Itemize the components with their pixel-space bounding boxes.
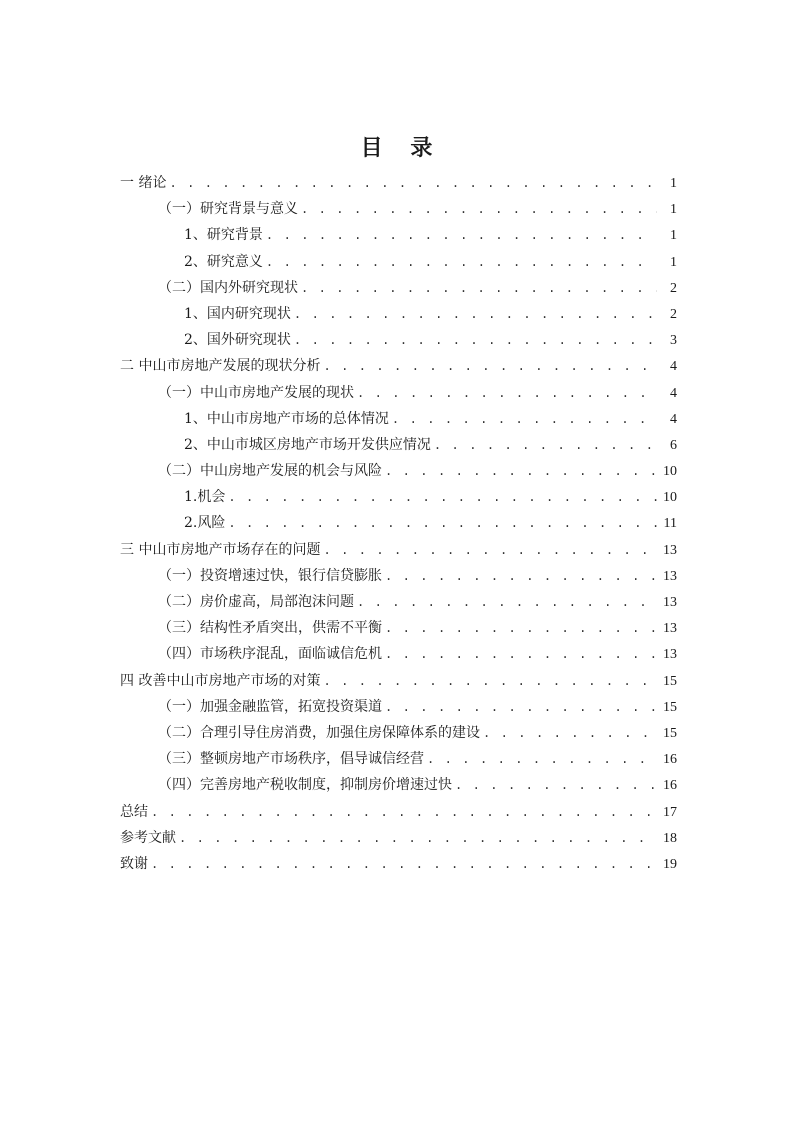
- toc-dot-leader: [385, 458, 657, 484]
- toc-entry-label: 1、研究背景: [184, 227, 263, 244]
- toc-dot-leader: [323, 668, 657, 694]
- toc-page-number: 17: [663, 804, 677, 820]
- toc-dot-leader: [151, 799, 657, 825]
- toc-entry-label: （二）房价虚高，局部泡沫问题: [158, 594, 354, 610]
- toc-page-number: 10: [663, 464, 677, 480]
- toc-dot-leader: [228, 484, 657, 510]
- toc-entry-label: 1、国内研究现状: [184, 305, 291, 322]
- toc-page-number: 13: [663, 568, 677, 584]
- toc-entry[interactable]: [120, 694, 677, 720]
- toc-entry-label: 2、中山市城区房地产市场开发供应情况: [184, 436, 431, 453]
- toc-page-number: 6: [670, 437, 677, 453]
- toc-entry[interactable]: [120, 589, 677, 615]
- toc-entry-label: 1.机会: [184, 489, 226, 506]
- toc-entry[interactable]: [120, 170, 677, 196]
- toc-dot-leader: [294, 301, 657, 327]
- toc-entry-label: （一）加强金融监管，拓宽投资渠道: [158, 698, 382, 715]
- toc-dot-leader: [294, 327, 657, 353]
- toc-entry-label: （二）国内外研究现状: [158, 279, 298, 296]
- toc-page-number: 18: [663, 830, 677, 846]
- toc-entry-label: （三）结构性矛盾突出，供需不平衡: [158, 620, 382, 637]
- toc-entry-label: 一 绪论: [120, 175, 167, 191]
- toc-entry-label: （一）研究背景与意义: [158, 201, 298, 218]
- toc-page-number: 1: [670, 202, 677, 218]
- toc-entry-label: 2、国外研究现状: [184, 332, 291, 349]
- toc-page-number: 13: [663, 647, 677, 663]
- toc-entry-label: （二）合理引导住房消费，加强住房保障体系的建设: [158, 724, 480, 741]
- toc-entry[interactable]: [120, 825, 677, 851]
- toc-page-number: 1: [670, 254, 677, 270]
- toc-entry[interactable]: [120, 196, 677, 222]
- toc-entry-label: 致谢: [120, 855, 148, 872]
- toc-page-number: 19: [663, 856, 677, 872]
- toc-dot-leader: [357, 380, 657, 406]
- toc-entry[interactable]: [120, 484, 677, 510]
- toc-dot-leader: [301, 196, 657, 222]
- toc-entry[interactable]: [120, 772, 677, 798]
- toc-entry[interactable]: [120, 222, 677, 248]
- toc-dot-leader: [392, 406, 657, 432]
- toc-entry[interactable]: [120, 668, 677, 694]
- toc-page-number: 4: [670, 411, 677, 427]
- toc-entry[interactable]: [120, 510, 677, 536]
- toc-dot-leader: [434, 432, 657, 458]
- toc-page-number: 15: [663, 725, 677, 741]
- toc-entry[interactable]: [120, 458, 677, 484]
- toc-dot-leader: [266, 249, 657, 275]
- toc-entry-label: 1、中山市房地产市场的总体情况: [184, 410, 389, 427]
- toc-entry-label: （一）投资增速过快，银行信贷膨胀: [158, 567, 382, 584]
- toc-page-number: 4: [670, 359, 677, 375]
- table-of-contents: [120, 170, 677, 877]
- toc-entry-label: （二）中山房地产发展的机会与风险: [158, 463, 382, 480]
- toc-entry-label: 二 中山市房地产发展的现状分析: [120, 358, 321, 375]
- toc-dot-leader: [151, 851, 657, 877]
- toc-dot-leader: [483, 720, 657, 746]
- toc-dot-leader: [323, 353, 657, 379]
- toc-entry[interactable]: [120, 720, 677, 746]
- toc-entry[interactable]: [120, 406, 677, 432]
- toc-page-number: 13: [663, 621, 677, 637]
- toc-entry[interactable]: [120, 799, 677, 825]
- toc-page-number: 16: [663, 752, 677, 768]
- toc-entry[interactable]: [120, 301, 677, 327]
- toc-dot-leader: [427, 746, 657, 772]
- toc-dot-leader: [301, 275, 657, 301]
- toc-page-number: 1: [670, 176, 677, 191]
- toc-entry-label: （四）完善房地产税收制度，抑制房价增速过快: [158, 777, 452, 794]
- toc-entry-label: 四 改善中山市房地产市场的对策: [120, 672, 321, 689]
- toc-title: 目 录: [360, 136, 443, 161]
- toc-dot-leader: [385, 641, 657, 667]
- toc-dot-leader: [179, 825, 657, 851]
- toc-page-number: 2: [670, 280, 677, 296]
- toc-entry[interactable]: [120, 746, 677, 772]
- toc-page-number: 4: [670, 385, 677, 401]
- toc-dot-leader: [385, 563, 657, 589]
- toc-page-number: 1: [670, 228, 677, 244]
- toc-entry-label: 总结: [120, 803, 148, 820]
- toc-entry[interactable]: [120, 615, 677, 641]
- toc-entry[interactable]: [120, 327, 677, 353]
- toc-page-number: 2: [670, 306, 677, 322]
- toc-dot-leader: [357, 589, 657, 615]
- toc-entry[interactable]: [120, 249, 677, 275]
- toc-dot-leader: [455, 772, 657, 798]
- toc-entry[interactable]: [120, 641, 677, 667]
- toc-dot-leader: [228, 510, 657, 536]
- toc-page-number: 13: [663, 542, 677, 558]
- toc-entry-label: 2、研究意义: [184, 253, 263, 270]
- toc-entry[interactable]: [120, 432, 677, 458]
- toc-entry-label: 参考文献: [120, 829, 176, 846]
- toc-dot-leader: [266, 222, 657, 248]
- toc-entry[interactable]: [120, 563, 677, 589]
- toc-page-number: 16: [663, 778, 677, 794]
- toc-page-number: 3: [670, 333, 677, 349]
- toc-page-number: 15: [663, 673, 677, 689]
- toc-entry[interactable]: [120, 380, 677, 406]
- toc-dot-leader: [385, 615, 657, 641]
- toc-entry-label: 三 中山市房地产市场存在的问题: [120, 541, 321, 558]
- toc-dot-leader: [323, 537, 657, 563]
- toc-dot-leader: [385, 694, 657, 720]
- toc-entry-label: （三）整顿房地产市场秩序，倡导诚信经营: [158, 751, 424, 768]
- toc-page-number: 13: [663, 595, 677, 610]
- toc-entry[interactable]: [120, 851, 677, 877]
- toc-page-number: 15: [663, 699, 677, 715]
- toc-entry[interactable]: [120, 275, 677, 301]
- toc-entry-label: （一）中山市房地产发展的现状: [158, 384, 354, 401]
- toc-entry[interactable]: [120, 353, 677, 379]
- toc-page-number: 11: [663, 516, 677, 532]
- toc-page-number: 10: [663, 490, 677, 506]
- toc-dot-leader: [169, 170, 657, 196]
- toc-entry-label: 2.风险: [184, 515, 226, 532]
- toc-entry-label: （四）市场秩序混乱，面临诚信危机: [158, 646, 382, 663]
- toc-entry[interactable]: [120, 537, 677, 563]
